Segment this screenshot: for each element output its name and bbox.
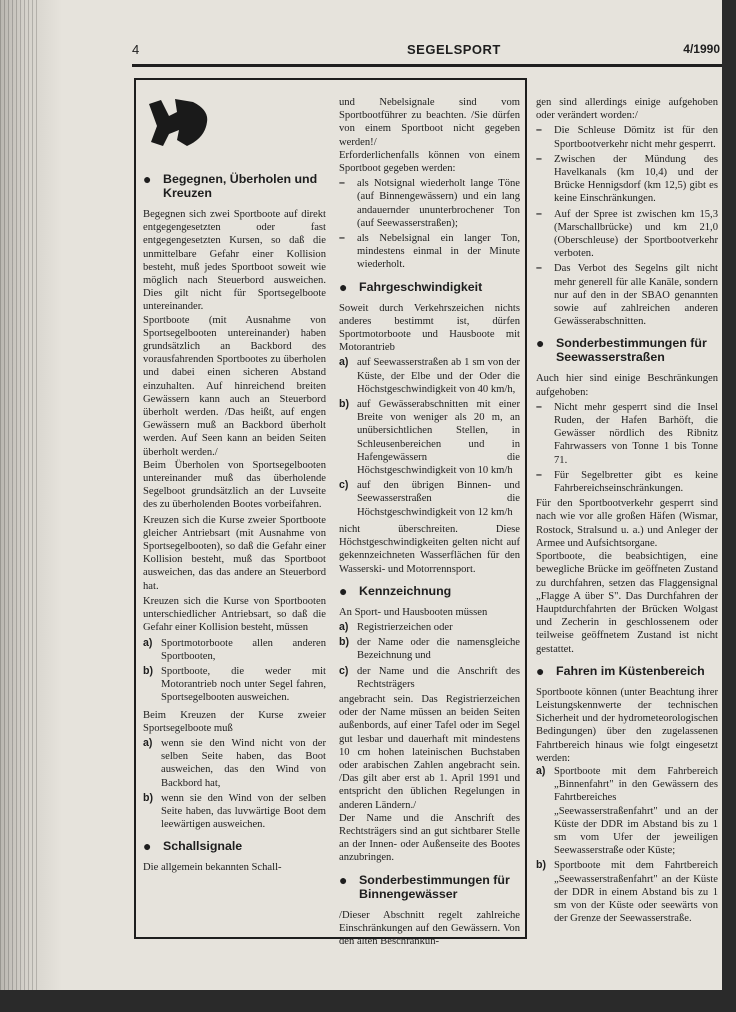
heading-line: Seewasserstraßen — [556, 350, 665, 365]
paragraph: Kreuzen sich die Kurse von Sportbooten unterschiedlicher Antriebsart, so daß die Gefahr einer Kollision besteht, müssen — [143, 595, 326, 634]
paragraph: /Dieser Abschnitt regelt zahlreiche Einschränkungen auf den Gewässern. Von den alten Beschränkun- — [339, 909, 520, 947]
section-bullet: ● — [536, 335, 545, 352]
heading-line: Fahren im Küstenbereich — [556, 663, 705, 678]
section-bullet: ● — [339, 871, 348, 888]
heading-line: Sonderbestimmungen für — [556, 336, 707, 351]
list-item: a) Sportboote mit dem Fahrbereich „Binnenfahrt" in den Gewässern des Fahrtbereiches „Seewasserstraßenfahrt" und an der Küste der DDR im Abstand bis zu 1 sm vom Ufer der jeweiligen Seewasserstraße oder Küste; — [536, 764, 718, 857]
list-item: a) Sportmotorboote allen anderen Sportbooten, — [143, 636, 326, 662]
column-1 — [143, 96, 326, 875]
list-item: – Auf der Spree ist zwischen km 15,3 (Marschallbrücke) und km 21,0 (Oberschleuse) der Sportbootverkehr verboten. — [536, 207, 718, 260]
heading-fahrgeschwindigkeit — [339, 280, 520, 294]
section-bullet: ● — [339, 582, 348, 599]
paragraph: Sportboote (mit Ausnahme von Sportsegelbooten untereinander) haben grundsätzlich an Backbord des vorausfahrenden Sportbootes zu überholen und dabei einen sicheren Abstand einzuhalten. Auf hinreichend breiten Gewässern kann auch an Steuerbord überholt werden. /Das heißt, auf engen Gewässern muß an Backbord überholt werden. Auf Seen kann an beiden Seiten überholt werden./ — [143, 314, 326, 458]
list-item: – als Nebelsignal ein langer Ton, mindestens einmal in der Minute wiederholt. — [339, 232, 520, 271]
paragraph: Die allgemein bekannten Schall- — [143, 862, 282, 874]
heading-schallsignale — [143, 839, 326, 853]
section-bullet: ● — [143, 838, 152, 855]
list-item: a) wenn sie den Wind nicht von der selben Seite haben, das Boot ausweichen, das den Wind von Backbord hat, — [143, 736, 326, 789]
issue-number: 4/1990 — [683, 42, 720, 56]
heading-binnengewaesser — [339, 873, 520, 901]
paragraph: Erforderlichenfalls können von einem Sportboot gegeben werden: — [339, 149, 520, 175]
page-header — [132, 42, 720, 62]
paragraph: angebracht sein. Das Registrierzeichen oder der Name müssen an beiden Seiten außenbords, auf einer Tafel oder im Segel gut lesbar und dauerhaft mit mindestens 10 cm hohen lateinischen Buchstaben oder arabischen Zahlen angebracht sein. /Das gilt aber erst ab 1. April 1991 und entspricht den üblichen Regelungen in anderen Ländern./ — [339, 693, 520, 811]
heading-kennzeichnung — [339, 584, 520, 598]
list-item: b) Sportboote mit dem Fahrtbereich „Seewasserstraßenfahrt" an der Küste der DDR in einem Abstand bis zu 1 sm von der Küste oder seewärts von der Grenze der Seewasserstraße. — [536, 859, 718, 925]
paragraph: Beim Überholen von Sportsegelbooten untereinander muß das überholende Segelboot grundsätzlich an der Luvseite des zu überholenden Bootes vorbeifahren. — [143, 459, 326, 511]
list-item: c) der Name und die Anschrift des Rechtsträgers — [339, 664, 520, 690]
paragraph: Auch hier sind einige Beschränkungen aufgehoben: — [536, 373, 718, 398]
heading-line: Fahrgeschwindigkeit — [359, 279, 483, 294]
list-item: b) der Name oder die namensgleiche Bezeichnung und — [339, 636, 520, 662]
list-item: c) auf den übrigen Binnen- und Seewasserstraßen die Höchstgeschwindigkeit von 12 km/h — [339, 479, 520, 518]
paragraph: Der Name und die Anschrift des Rechtsträgers sind an gut sichtbarer Stelle an der Innen- oder Außenseite des Bootes anzubringen. — [339, 812, 520, 864]
section-bullet: ● — [339, 278, 348, 295]
paragraph: Sportboote können (unter Beachtung ihrer Leistungskennwerte der technischen Sicherheit und der hydrometeorologischen Bedingungen) über den zugelassenen Fahrtbereich hinaus wie folgt eingesetzt werden: — [536, 686, 718, 764]
heading-line: Kennzeichnung — [359, 583, 452, 598]
heading-seewasserstrassen — [536, 336, 718, 364]
list-item: a) Registrierzeichen oder — [339, 620, 453, 633]
heading-line: Begegnen, Überholen und — [163, 172, 318, 186]
list-item: a) auf Seewasserstraßen ab 1 sm von der Küste, der Elbe und der Oder die Höchstgeschwindigkeit von 40 km/h, — [339, 356, 520, 395]
heading-line: Binnengewässer — [359, 886, 458, 901]
list-item: – Die Schleuse Dömitz ist für den Sportbootverkehr nicht mehr gesperrt. — [536, 124, 718, 150]
header-rule — [132, 64, 722, 67]
column-2 — [339, 96, 520, 948]
list-item: b) auf Gewässerabschnitten mit einer Breite von weniger als 20 m, an unübersichtlichen Stellen, in Schleusenbereichen und in Hafengewässern die Höchstgeschwindigkeit von 10 km/h — [339, 398, 520, 477]
paragraph: Beim Kreuzen der Kurse zweier Sportsegelboote muß — [143, 709, 326, 734]
list-item: – Nicht mehr gesperrt sind die Insel Ruden, der Hafen Barhöft, die Gewässer nördlich des Ribnitz Fahrwassers von Tonne 1 bis Tonne 71. — [536, 400, 718, 466]
list-item: b) wenn sie den Wind von der selben Seite haben, das luvwärtige Boot dem leewärtigen ausweichen. — [143, 791, 326, 831]
paragraph: An Sport- und Hausbooten müssen — [339, 606, 488, 618]
paragraph: gen sind allerdings einige aufgehoben oder verändert worden:/ — [536, 97, 718, 122]
paragraph: Soweit durch Verkehrszeichen nichts anderes bestimmt ist, dürfen Sportmotorboote und Hausboote mit Motorantrieb — [339, 302, 520, 354]
list-item: – Zwischen der Mündung des Havelkanals (km 10,4) und der Brücke Hennigsdorf (km 12,5) gibt es keine Einschränkungen. — [536, 152, 718, 205]
heading-line: Sonderbestimmungen für — [359, 872, 510, 887]
magazine-title: SEGELSPORT — [407, 42, 501, 57]
page-number: 4 — [132, 42, 140, 57]
list-item: – Für Segelbretter gibt es keine Fahrbereichseinschränkungen. — [536, 468, 718, 495]
paragraph: Begegnen sich zwei Sportboote auf direkt entgegengesetzten oder fast entgegengesetzten Kursen, so daß die unmittelbare Gefahr einer Kollision besteht, muß jedes Sportboot soweit wie möglich nach Steuerbord ausweichen. Dies gilt nicht für Sportsegelboote untereinander. — [143, 209, 326, 313]
list-item: – Das Verbot des Segelns gilt nicht mehr generell für alle Kanäle, sondern nur auf den in der SBAO genannten sowie auf zahlreichen anderen Gewässerabschnitten. — [536, 262, 718, 328]
paragraph: Sportboote, die beabsichtigen, eine bewegliche Brücke im geöffneten Zustand zu durchfahren, setzen das Flaggensignal „Flagge A über S". Das Durchfahren der Hauptdurchfahrten der Brücken Wolgast und Zecherin in geschlossenem oder teilweise geöffnetem Zustand ist nicht gestattet. — [536, 551, 718, 655]
section-bullet: ● — [143, 171, 152, 187]
list-item: b) Sportboote, die weder mit Motorantrieb noch unter Segel fahren, Sportsegelbooten ausweichen. — [143, 664, 326, 704]
heading-line: Kreuzen — [163, 186, 212, 200]
binding-edge — [0, 0, 40, 990]
heading-line: Schallsignale — [163, 839, 243, 854]
list-item: – als Notsignal wiederholt lange Töne (auf Binnengewässern) und ein lang andauernder ununterbrochener Ton (auf Seewasserstraßen); — [339, 177, 520, 229]
heading-kuestenbereich — [536, 664, 718, 678]
paragraph: Für den Sportbootverkehr gesperrt sind nach wie vor alle großen Häfen (Wismar, Rostock, Stralsund u. a.) und Anleger der Armee und Aufsichtsorgane. — [536, 498, 718, 549]
paragraph: und Nebelsignale sind vom Sportbootführer zu beachten. /Sie dürfen von einem Sportboot nicht gegeben werden!/ — [339, 97, 520, 148]
paragraph: Kreuzen sich die Kurse zweier Sportboote gleicher Antriebsart (mit Ausnahme von Sportsegelbooten), so daß die Gefahr einer Kollision besteht, muß das Sportboot ausweichen, das das andere an Steuerbord hat. — [143, 514, 326, 592]
paragraph: nicht überschreiten. Diese Höchstgeschwindigkeiten gelten nicht auf gekennzeichneten Wasserflächen für den Wasserski- und Motorrennsport. — [339, 523, 520, 575]
rules-logo-icon — [147, 96, 211, 148]
heading-begegnen — [143, 172, 326, 200]
section-bullet: ● — [536, 662, 545, 679]
column-3 — [536, 96, 718, 927]
